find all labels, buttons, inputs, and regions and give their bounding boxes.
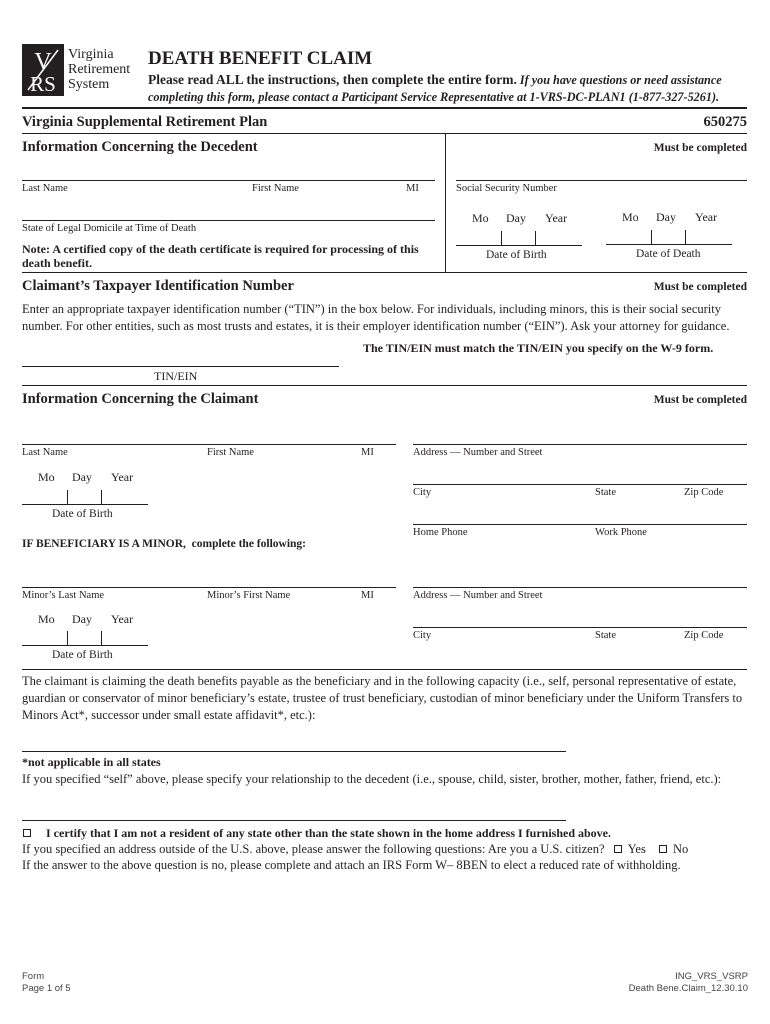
- decedent-heading: Information Concerning the Decedent: [22, 139, 258, 155]
- claimant-city-label: City: [413, 487, 432, 498]
- domicile-line: [22, 220, 435, 221]
- claimant-city-line: [413, 484, 747, 485]
- capacity-line: [22, 751, 566, 752]
- claimant-address-label: Address — Number and Street: [413, 447, 543, 458]
- header-instructions: [148, 71, 754, 106]
- certify-statement: I certify that I am not a resident of any state other than the state shown in the home address I furnished above.: [46, 826, 612, 840]
- decedent-dob-label: Date of Birth: [486, 249, 547, 261]
- minor-dob-label: Date of Birth: [52, 649, 113, 661]
- minor-address-line: [413, 587, 747, 588]
- domicile-label: State of Legal Domicile at Time of Death: [22, 223, 197, 234]
- decedent-dod-label: Date of Death: [636, 248, 701, 260]
- tin-label: TIN/EIN: [154, 369, 198, 383]
- form-title: DEATH BENEFIT CLAIM: [148, 48, 373, 69]
- us-citizen-question: If you specified an address outside of the U.S. above, please answer the following questions: Are you a U.S. citizen?: [22, 842, 605, 856]
- minor-state-label: State: [595, 630, 616, 641]
- plan-number: 650275: [703, 114, 747, 130]
- tin-rule: [22, 272, 747, 273]
- claimant-first-name-label: First Name: [207, 447, 254, 458]
- minor-address-label: Address — Number and Street: [413, 590, 543, 601]
- claimant-dob-line: [22, 504, 148, 505]
- minor-dob-year: Year: [111, 612, 134, 626]
- tin-heading: Claimant’s Taxpayer Identification Number: [22, 278, 294, 294]
- claimant-last-name-label: Last Name: [22, 447, 68, 458]
- self-relationship-text: If you specified “self” above, please specify your relationship to the decedent (i.e., spouse, child, sister, brother, mother, father, friend, etc.):: [22, 772, 722, 786]
- yes-checkbox[interactable]: [614, 845, 622, 853]
- plan-rule: [22, 133, 747, 134]
- decedent-dob-line: [456, 245, 582, 246]
- svg-text:V: V: [34, 49, 52, 75]
- decedent-dod-year: Year: [695, 210, 718, 224]
- logo-line-3: System: [68, 77, 110, 92]
- minor-zip-label: Zip Code: [684, 630, 724, 641]
- certify-checkbox[interactable]: [23, 829, 31, 837]
- claimant-address-line: [413, 444, 747, 445]
- claimant-rule: [22, 385, 747, 386]
- footer-right: [629, 971, 748, 995]
- footer-code-2: Death Bene.Claim_12.30.10: [628, 983, 748, 994]
- minor-city-label: City: [413, 630, 432, 641]
- not-applicable-note: *not applicable in all states: [22, 755, 161, 769]
- logo-line-2: Retirement: [68, 62, 131, 77]
- claimant-name-line: [22, 444, 396, 445]
- minor-city-line: [413, 627, 747, 628]
- instructions-bold: Please read ALL the instructions, then complete the entire form.: [148, 72, 517, 87]
- decedent-dod-day: Day: [656, 210, 676, 224]
- instructions-italic-1: If you have questions or need assistance: [519, 73, 722, 87]
- certify-row: [22, 826, 611, 841]
- claimant-heading: Information Concerning the Claimant: [22, 391, 259, 407]
- claimant-zip-label: Zip Code: [684, 487, 724, 498]
- footer-left: [22, 971, 71, 995]
- relationship-line: [22, 820, 566, 821]
- minor-dob-mo: Mo: [38, 612, 55, 626]
- capacity-text: The claimant is claiming the death benefits payable as the beneficiary and in the following capacity (i.e., self, personal representative of estate, guardian or conservator of minor beneficiary’s estate, trustee of trust beneficiary, custodian of minor beneficiary under the Uniform Transfers to Minors Act*, successor under small estate affidavit*, etc.):: [22, 674, 743, 722]
- decedent-dob-day: Day: [506, 211, 526, 225]
- tin-instructions: Enter an appropriate taxpayer identification number (“TIN”) in the box below. For individuals, including minors, this is their social security number. For other entities, such as most trusts and estates, it is their employer identification number (“EIN”). Ask your attorney for guidance.: [22, 302, 730, 333]
- decedent-must: Must be completed: [653, 142, 747, 154]
- decedent-divider: [445, 134, 446, 272]
- decedent-first-name-label: First Name: [252, 183, 299, 194]
- decedent-dod-line: [606, 244, 732, 245]
- irs-form-note: If the answer to the above question is no, please complete and attach an IRS Form W– 8BEN to elect a reduced rate of withholding.: [22, 858, 681, 872]
- tin-must: Must be completed: [653, 281, 747, 293]
- footer-page: Page 1 of 5: [22, 983, 71, 994]
- claimant-must: Must be completed: [653, 394, 747, 406]
- claimant-dob-mo: Mo: [38, 470, 55, 484]
- tin-line: [22, 366, 339, 367]
- claimant-work-phone-label: Work Phone: [595, 527, 647, 538]
- minor-last-name-label: Minor’s Last Name: [22, 590, 105, 601]
- tin-match-note: The TIN/EIN must match the TIN/EIN you specify on the W-9 form.: [363, 341, 714, 355]
- minor-heading: IF BENEFICIARY IS A MINOR, complete the following:: [22, 538, 307, 550]
- minor-mi-label: MI: [361, 590, 374, 601]
- claimant-home-phone-label: Home Phone: [413, 527, 468, 538]
- death-certificate-note: Note: A certified copy of the death certificate is required for processing of this death benefit.: [22, 242, 419, 270]
- claimant-dob-day: Day: [72, 470, 92, 484]
- decedent-last-name-label: Last Name: [22, 183, 68, 194]
- claimant-phone-line: [413, 524, 747, 525]
- footer-code-1: ING_VRS_VSRP: [675, 971, 748, 982]
- minor-dob-line: [22, 645, 148, 646]
- minor-name-line: [22, 587, 396, 588]
- no-label: No: [672, 842, 689, 856]
- ssn-line: [456, 180, 747, 181]
- yes-label: Yes: [627, 842, 646, 856]
- claimant-dob-label: Date of Birth: [52, 508, 113, 520]
- claimant-dob-year: Year: [111, 470, 134, 484]
- ssn-label: Social Security Number: [456, 183, 557, 194]
- claimant-state-label: State: [595, 487, 616, 498]
- top-rule: [22, 107, 747, 109]
- decedent-dob-year: Year: [545, 211, 568, 225]
- decedent-mi-label: MI: [406, 183, 419, 194]
- decedent-name-line: [22, 180, 435, 181]
- minor-dob-day: Day: [72, 612, 92, 626]
- vrs-monogram-icon: [22, 44, 64, 96]
- no-checkbox[interactable]: [659, 845, 667, 853]
- instructions-italic-2: completing this form, please contact a Participant Service Representative at 1-VRS-DC-PLAN1 (1-877-327-5261).: [148, 90, 720, 104]
- minor-first-name-label: Minor’s First Name: [207, 590, 291, 601]
- us-citizen-row: [22, 841, 688, 858]
- capacity-rule: [22, 669, 747, 670]
- decedent-dob-mo: Mo: [472, 211, 489, 225]
- footer-form: Form: [22, 971, 45, 982]
- plan-name: Virginia Supplemental Retirement Plan: [22, 114, 268, 130]
- claimant-mi-label: MI: [361, 447, 374, 458]
- decedent-dod-mo: Mo: [622, 210, 639, 224]
- logo-line-1: Virginia: [68, 47, 114, 62]
- svg-text:RS: RS: [30, 72, 56, 96]
